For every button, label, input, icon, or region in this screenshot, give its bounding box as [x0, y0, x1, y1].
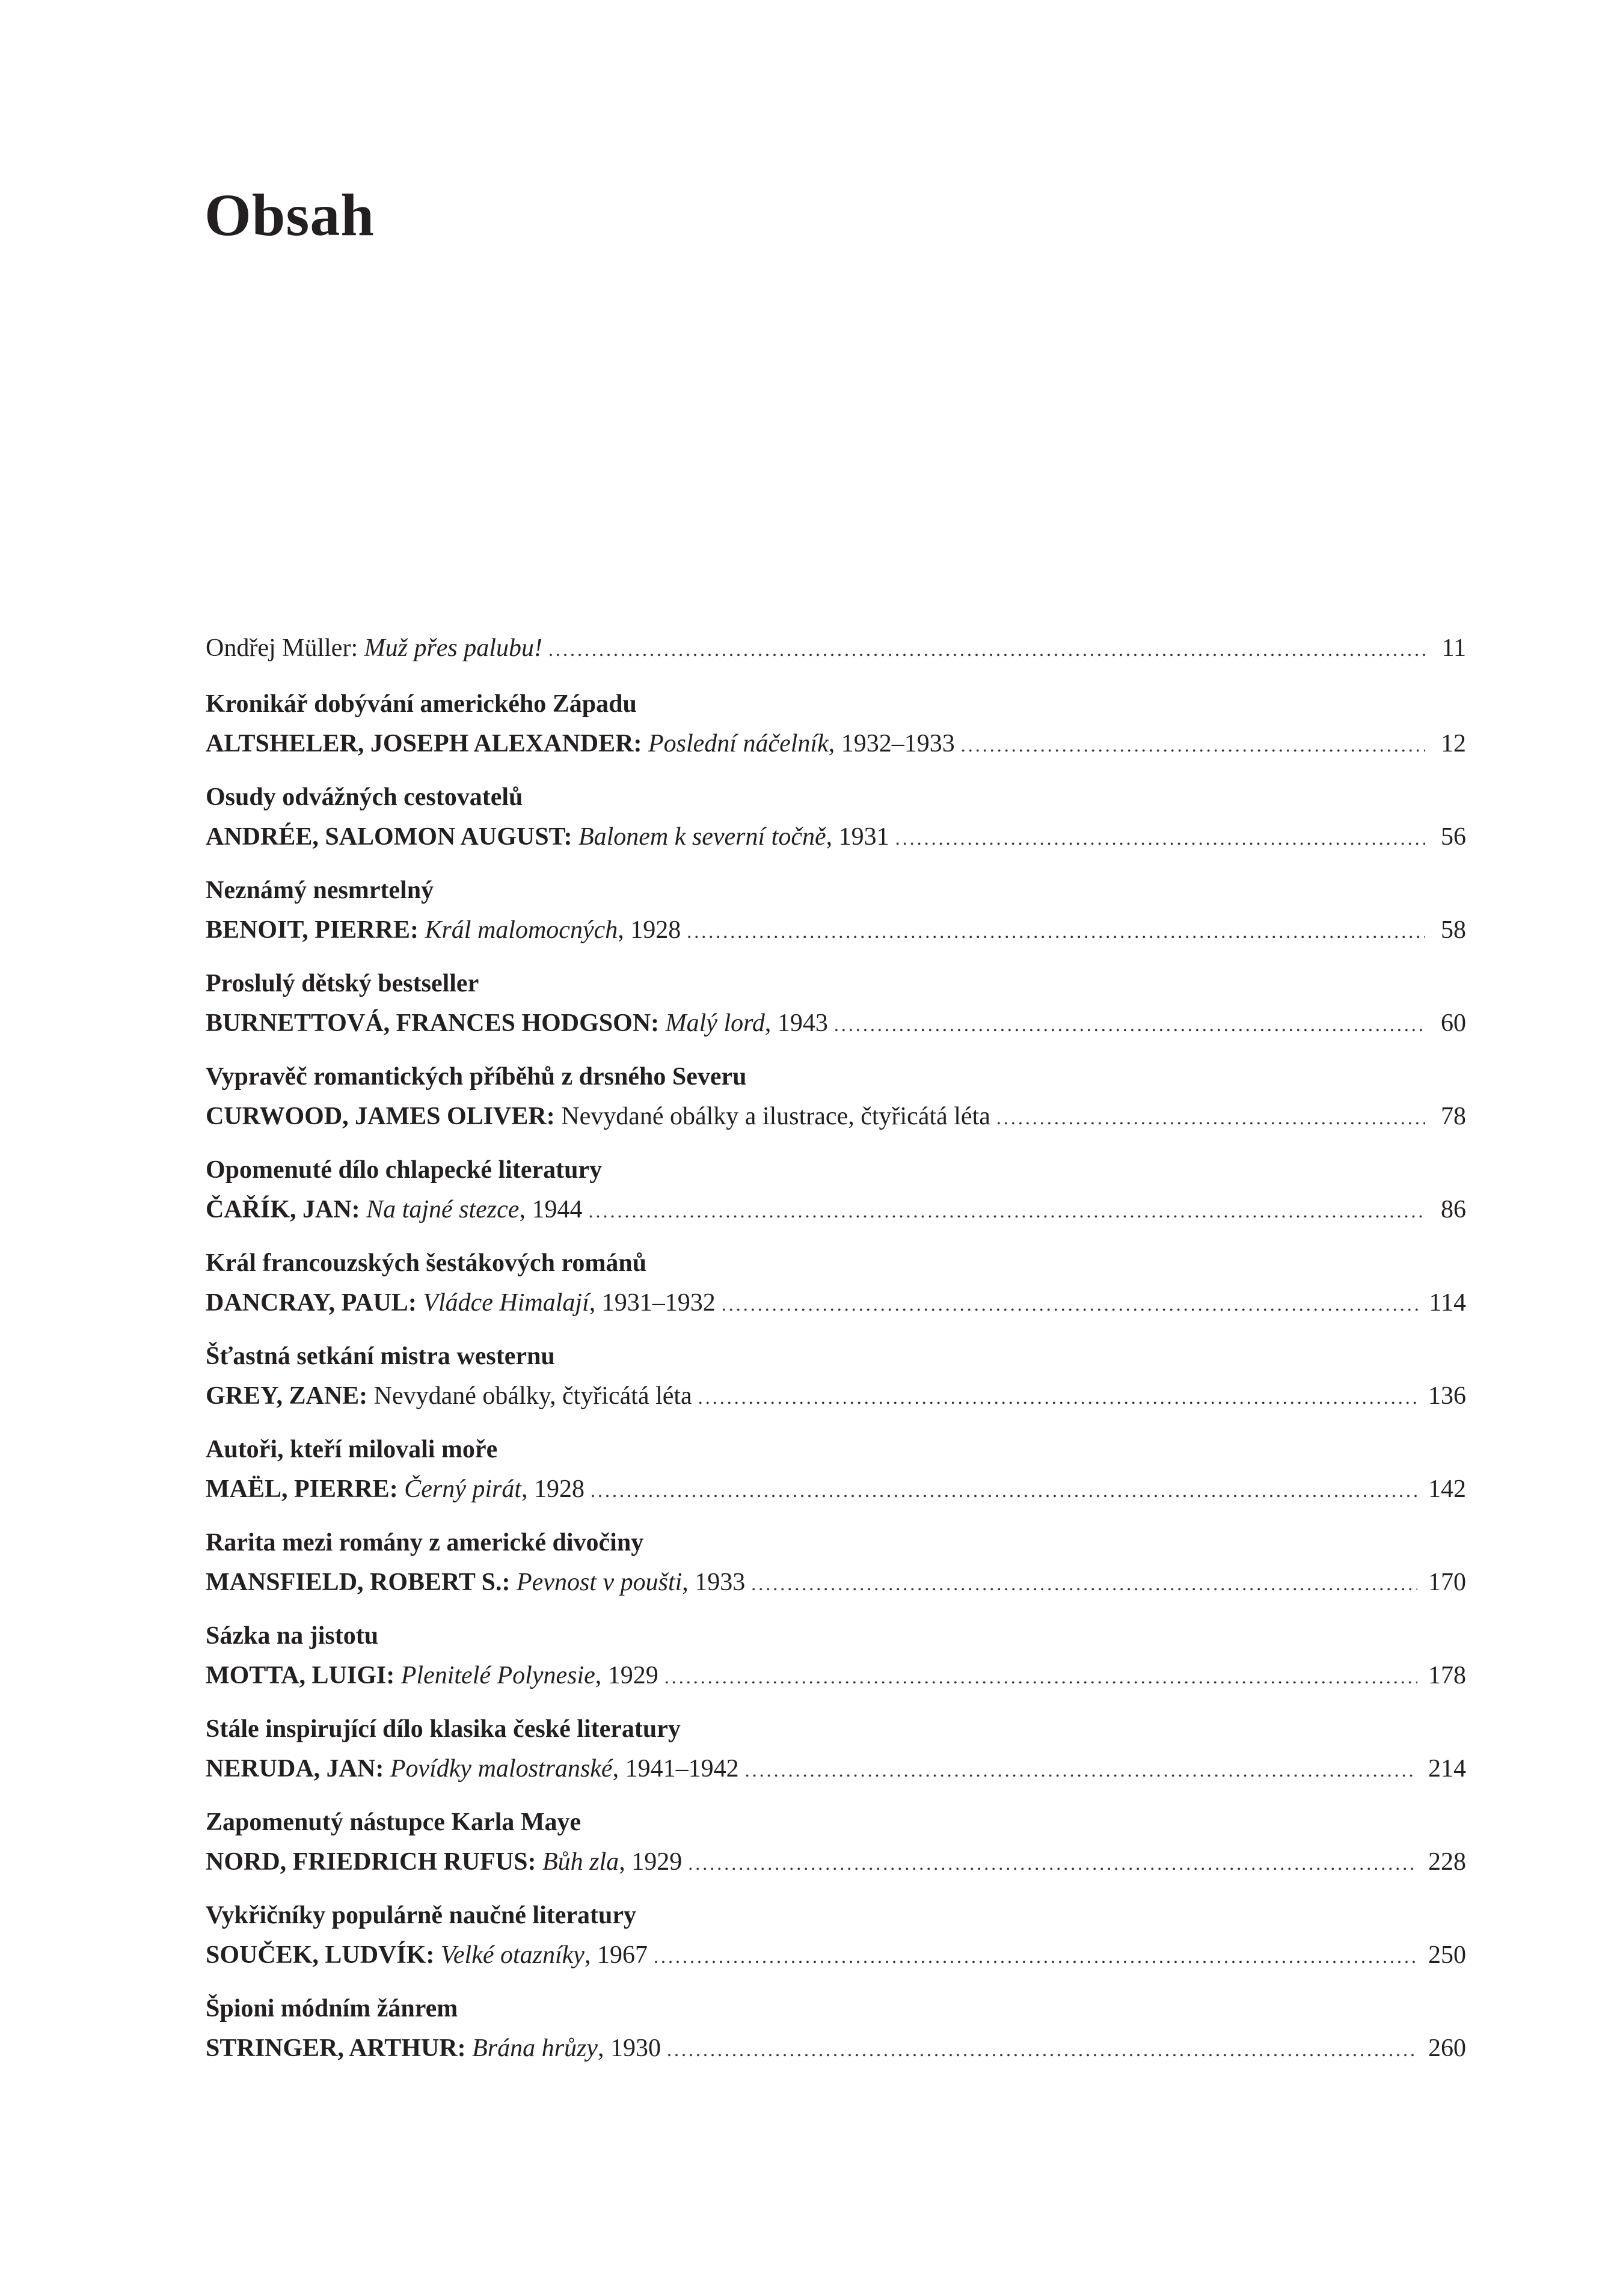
toc-intro-line: [206, 628, 1466, 668]
entry-work: Povídky malostranské: [390, 1755, 613, 1783]
toc-entry: [206, 1989, 1466, 2068]
entry-work: Nevydané obálky, čtyřicátá léta: [373, 1382, 692, 1410]
entry-detail-line: [206, 2028, 1466, 2068]
toc-entry: [206, 964, 1466, 1043]
entry-author: ČAŘÍK, JAN:: [206, 1196, 360, 1223]
toc-entry: [206, 1523, 1466, 1602]
toc-entry: [206, 1243, 1466, 1323]
entry-detail-line: [206, 1563, 1466, 1602]
entry-detail-line: [206, 1842, 1466, 1882]
entry-detail-line: [206, 1190, 1466, 1229]
dot-leader: [996, 1098, 1425, 1137]
dot-leader: [548, 629, 1425, 669]
page-number: 78: [1441, 1103, 1466, 1130]
dot-leader: [688, 1843, 1417, 1883]
dot-leader: [698, 1377, 1417, 1417]
page-number: 214: [1428, 1755, 1466, 1783]
entry-author: BENOIT, PIERRE:: [206, 916, 419, 944]
entry-heading: Stále inspirující dílo klasika české literatury: [206, 1715, 681, 1743]
entry-heading: Neznámý nesmrtelný: [206, 877, 434, 904]
dot-leader: [687, 911, 1425, 951]
entry-year: , 1933: [682, 1569, 746, 1596]
entry-year: , 1929: [595, 1662, 658, 1689]
entry-detail-line: [206, 1003, 1466, 1043]
dot-leader: [591, 1471, 1417, 1510]
page-number: 12: [1441, 730, 1466, 758]
entry-author: MAËL, PIERRE:: [206, 1475, 398, 1503]
page-number: 250: [1428, 1941, 1466, 1969]
intro-author: Ondřej Müller:: [206, 634, 358, 662]
entry-heading: Sázka na jistotu: [206, 1622, 379, 1650]
page-number: 56: [1441, 823, 1466, 851]
entry-year: , 1928: [521, 1475, 585, 1503]
intro-work: Muž přes palubu!: [364, 634, 542, 662]
entry-detail-line: [206, 1283, 1466, 1323]
entry-year: , 1941–1942: [612, 1755, 739, 1783]
entry-detail-line: [206, 1376, 1466, 1416]
dot-leader: [751, 1564, 1417, 1603]
entry-year: , 1931–1932: [589, 1289, 716, 1317]
entry-author: BURNETTOVÁ, FRANCES HODGSON:: [206, 1009, 660, 1037]
entry-work: Král malomocných: [425, 916, 618, 944]
entry-heading: Proslulý dětský bestseller: [206, 970, 479, 997]
page-number: 11: [1441, 634, 1466, 662]
dot-leader: [664, 1657, 1417, 1697]
page-number: 60: [1441, 1009, 1466, 1037]
entry-work: Malý lord: [665, 1009, 765, 1037]
entry-work: Bůh zla: [542, 1848, 619, 1876]
entry-work: Nevydané obálky a ilustrace, čtyřicátá léta: [561, 1103, 990, 1130]
entry-detail-line: [206, 1469, 1466, 1509]
toc-entry: [206, 1150, 1466, 1229]
toc-entry: [206, 1896, 1466, 1975]
entry-author: ANDRÉE, SALOMON AUGUST:: [206, 823, 572, 851]
entry-heading: Rarita mezi romány z americké divočiny: [206, 1529, 644, 1557]
entry-heading: Zapomenutý nástupce Karla Maye: [206, 1808, 581, 1836]
page-number: 178: [1428, 1662, 1466, 1689]
entry-work: Brána hrůzy: [472, 2034, 598, 2062]
dot-leader: [588, 1191, 1425, 1231]
toc-entry: [206, 1430, 1466, 1509]
entry-detail-line: [206, 1097, 1466, 1136]
dot-leader: [722, 1284, 1419, 1324]
entry-heading: Šťastná setkání mistra westernu: [206, 1342, 555, 1370]
toc-entry: [206, 1616, 1466, 1695]
entry-year: , 1967: [584, 1941, 648, 1969]
entry-work: Černý pirát: [404, 1475, 522, 1503]
entry-detail-line: [206, 1935, 1466, 1975]
entry-work: Plenitelé Polynesie: [400, 1662, 595, 1689]
dot-leader: [834, 1005, 1425, 1044]
page-number: 228: [1428, 1848, 1466, 1876]
entry-author: STRINGER, ARTHUR:: [206, 2034, 466, 2062]
entry-heading: Špioni módním žánrem: [206, 1995, 458, 2022]
toc-entry: [206, 1057, 1466, 1136]
entry-heading: Osudy odvážných cestovatelů: [206, 783, 523, 811]
toc-entry: [206, 1802, 1466, 1882]
page-number: 260: [1428, 2034, 1466, 2062]
entry-author: NERUDA, JAN:: [206, 1755, 384, 1783]
entry-work: Pevnost v poušti: [517, 1569, 683, 1596]
entry-detail-line: [206, 724, 1466, 764]
page-number: 136: [1428, 1382, 1466, 1410]
entry-year: , 1932–1933: [828, 730, 955, 758]
entry-work: Velké otazníky: [440, 1941, 585, 1969]
entry-year: , 1929: [619, 1848, 683, 1876]
page-number: 142: [1428, 1475, 1466, 1503]
dot-leader: [745, 1750, 1417, 1790]
dot-leader: [961, 725, 1425, 765]
entry-detail-line: [206, 1749, 1466, 1789]
entry-work: Vládce Himalají: [423, 1289, 589, 1317]
entry-work: Poslední náčelník: [648, 730, 829, 758]
entry-heading: Vykřičníky populárně naučné literatury: [206, 1902, 637, 1929]
table-of-contents: [206, 628, 1466, 2068]
entry-detail-line: [206, 817, 1466, 857]
page-number: 86: [1441, 1196, 1466, 1223]
entry-detail-line: [206, 910, 1466, 950]
entry-heading: Vypravěč romantických příběhů z drsného Severu: [206, 1063, 747, 1091]
entry-heading: Kronikář dobývání amerického Západu: [206, 690, 637, 718]
entry-detail-line: [206, 1656, 1466, 1695]
toc-entry: [206, 1336, 1466, 1416]
toc-entries: [206, 684, 1466, 2068]
entry-year: , 1943: [764, 1009, 828, 1037]
entry-year: , 1931: [826, 823, 889, 851]
toc-entry: [206, 684, 1466, 764]
entry-author: GREY, ZANE:: [206, 1382, 368, 1410]
toc-entry: [206, 1709, 1466, 1789]
entry-author: NORD, FRIEDRICH RUFUS:: [206, 1848, 536, 1876]
entry-author: MANSFIELD, ROBERT S.:: [206, 1569, 511, 1596]
page-number: 58: [1441, 916, 1466, 944]
entry-heading: Opomenuté dílo chlapecké literatury: [206, 1156, 603, 1184]
entry-author: SOUČEK, LUDVÍK:: [206, 1941, 435, 1969]
entry-work: Balonem k severní točně: [578, 823, 826, 851]
page-number: 114: [1429, 1289, 1466, 1317]
entry-year: , 1930: [597, 2034, 661, 2062]
page-title: Obsah: [204, 182, 375, 248]
entry-author: ALTSHELER, JOSEPH ALEXANDER:: [206, 730, 642, 758]
entry-year: , 1944: [519, 1196, 583, 1223]
entry-heading: Král francouzských šestákových románů: [206, 1249, 647, 1277]
entry-year: , 1928: [618, 916, 681, 944]
dot-leader: [667, 2030, 1417, 2069]
page-number: 170: [1428, 1569, 1466, 1596]
entry-author: CURWOOD, JAMES OLIVER:: [206, 1103, 555, 1130]
entry-author: DANCRAY, PAUL:: [206, 1289, 417, 1317]
dot-leader: [895, 818, 1425, 858]
entry-author: MOTTA, LUIGI:: [206, 1662, 395, 1689]
dot-leader: [654, 1936, 1417, 1976]
entry-heading: Autoři, kteří milovali moře: [206, 1436, 498, 1463]
entry-work: Na tajné stezce: [366, 1196, 520, 1223]
toc-entry: [206, 871, 1466, 950]
toc-entry: [206, 777, 1466, 857]
